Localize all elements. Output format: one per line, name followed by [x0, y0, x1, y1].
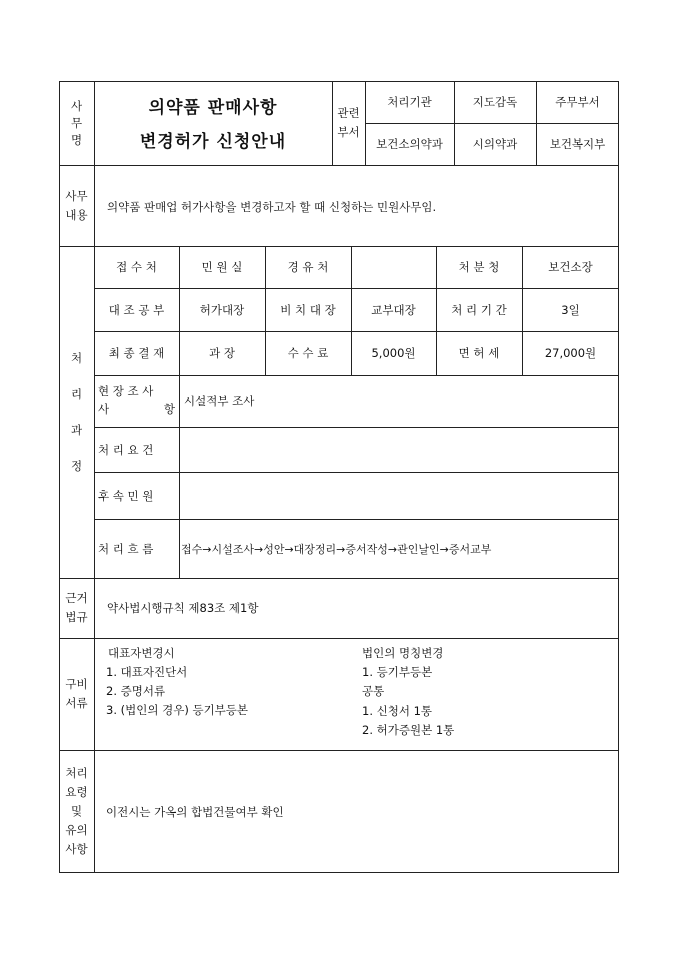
process-label-char: 처 [70, 351, 83, 365]
flow-label: 처 리 흐 름 [98, 541, 154, 556]
notes-label-line5: 사항 [65, 842, 88, 856]
disposal-office-value: 보건소장 [548, 260, 593, 274]
reference-ledger-value: 허가대장 [199, 302, 245, 317]
related-dept-label-line1: 관련 [337, 106, 360, 120]
dept-header-main: 주무부서 [555, 95, 600, 109]
documents-right-item: 1. 등기부등본 [362, 665, 433, 679]
notes-label-line1: 처리 [65, 766, 88, 780]
legal-basis-label-line2: 법규 [65, 610, 88, 624]
follow-up-value [179, 472, 619, 519]
dept-header-processing: 처리기관 [387, 95, 432, 109]
reference-ledger-label: 대 조 공 부 [108, 302, 165, 317]
legal-basis-text: 약사법시행규칙 제83조 제1항 [107, 601, 259, 615]
notes-label-line4: 유의 [65, 823, 88, 837]
documents-common-item: 2. 허가증원본 1통 [362, 723, 455, 737]
flow-value: 접수→시설조사→성안→대장정리→증서작성→관인날인→증서교부 [181, 542, 492, 556]
documents-left-item: 3. (법인의 경우) 등기부등본 [106, 703, 249, 717]
final-approval-value: 과 장 [209, 346, 235, 360]
disposal-office-label: 처 분 청 [458, 260, 500, 274]
requirements-label: 처 리 요 건 [98, 442, 154, 457]
dept-value-main: 보건복지부 [549, 137, 606, 151]
page-title-line1: 의약품 판매사항 [148, 97, 278, 118]
site-survey-value: 시설적부 조사 [184, 394, 255, 408]
license-tax-label: 면 허 세 [458, 346, 500, 360]
documents-label-line2: 서류 [65, 696, 88, 710]
reception-label: 접 수 처 [116, 260, 157, 274]
affair-name-label: 사 무 명 [70, 98, 83, 147]
notes-label-line3: 및 [70, 804, 83, 818]
documents-label [59, 638, 94, 750]
notes-text: 이전시는 가옥의 합법건물여부 확인 [106, 805, 284, 819]
site-survey-label-line1: 현 장 조 사 [98, 384, 154, 398]
final-approval-label: 최 종 결 재 [108, 346, 165, 360]
notes-label [59, 750, 94, 873]
fee-value: 5,000원 [371, 346, 416, 360]
fee-label: 수 수 료 [287, 346, 329, 360]
documents-right-heading: 법인의 명칭변경 [362, 646, 444, 660]
requirements-value [179, 427, 619, 472]
documents-left-heading: 대표자변경시 [108, 646, 175, 660]
follow-up-label: 후 속 민 원 [98, 488, 154, 503]
related-dept-label [332, 81, 365, 165]
affair-content-text: 의약품 판매업 허가사항을 변경하고자 할 때 신청하는 민원사무임. [107, 200, 437, 214]
processing-period-label: 처 리 기 간 [451, 302, 507, 317]
dept-value-processing: 보건소의약과 [376, 137, 443, 151]
process-label-char: 정 [70, 459, 83, 473]
documents-left-item: 2. 증명서류 [106, 684, 166, 698]
documents-common-item: 1. 신청서 1통 [362, 704, 433, 718]
kept-ledger-value: 교부대장 [371, 302, 416, 317]
legal-basis-label [59, 578, 94, 638]
affair-content-label-line2: 내용 [65, 207, 88, 222]
notes-label-line2: 요령 [65, 785, 88, 799]
documents-label-line1: 구비 [65, 677, 88, 691]
dept-header-supervision: 지도감독 [472, 95, 518, 109]
affair-content-label [59, 165, 94, 246]
process-label-char: 리 [70, 387, 83, 401]
documents-common-heading: 공통 [362, 684, 385, 698]
site-survey-label-line2: 사 항 [98, 402, 175, 416]
reception-value: 민 원 실 [201, 260, 243, 274]
via-label: 경 유 처 [287, 260, 329, 274]
site-survey-label [94, 375, 179, 427]
process-label [59, 246, 94, 578]
via-value [351, 246, 436, 288]
related-dept-label-line2: 부서 [337, 125, 360, 139]
processing-period-value: 3일 [561, 302, 580, 317]
affair-content-label-line1: 사무 [65, 188, 88, 203]
dept-value-supervision: 시의약과 [472, 137, 518, 151]
documents-left-item: 1. 대표자진단서 [106, 665, 188, 679]
legal-basis-label-line1: 근거 [65, 591, 88, 605]
license-tax-value: 27,000원 [544, 346, 597, 360]
kept-ledger-label: 비 치 대 장 [280, 302, 336, 317]
process-label-char: 과 [70, 423, 83, 437]
page-title-line2: 변경허가 신청안내 [139, 131, 287, 152]
